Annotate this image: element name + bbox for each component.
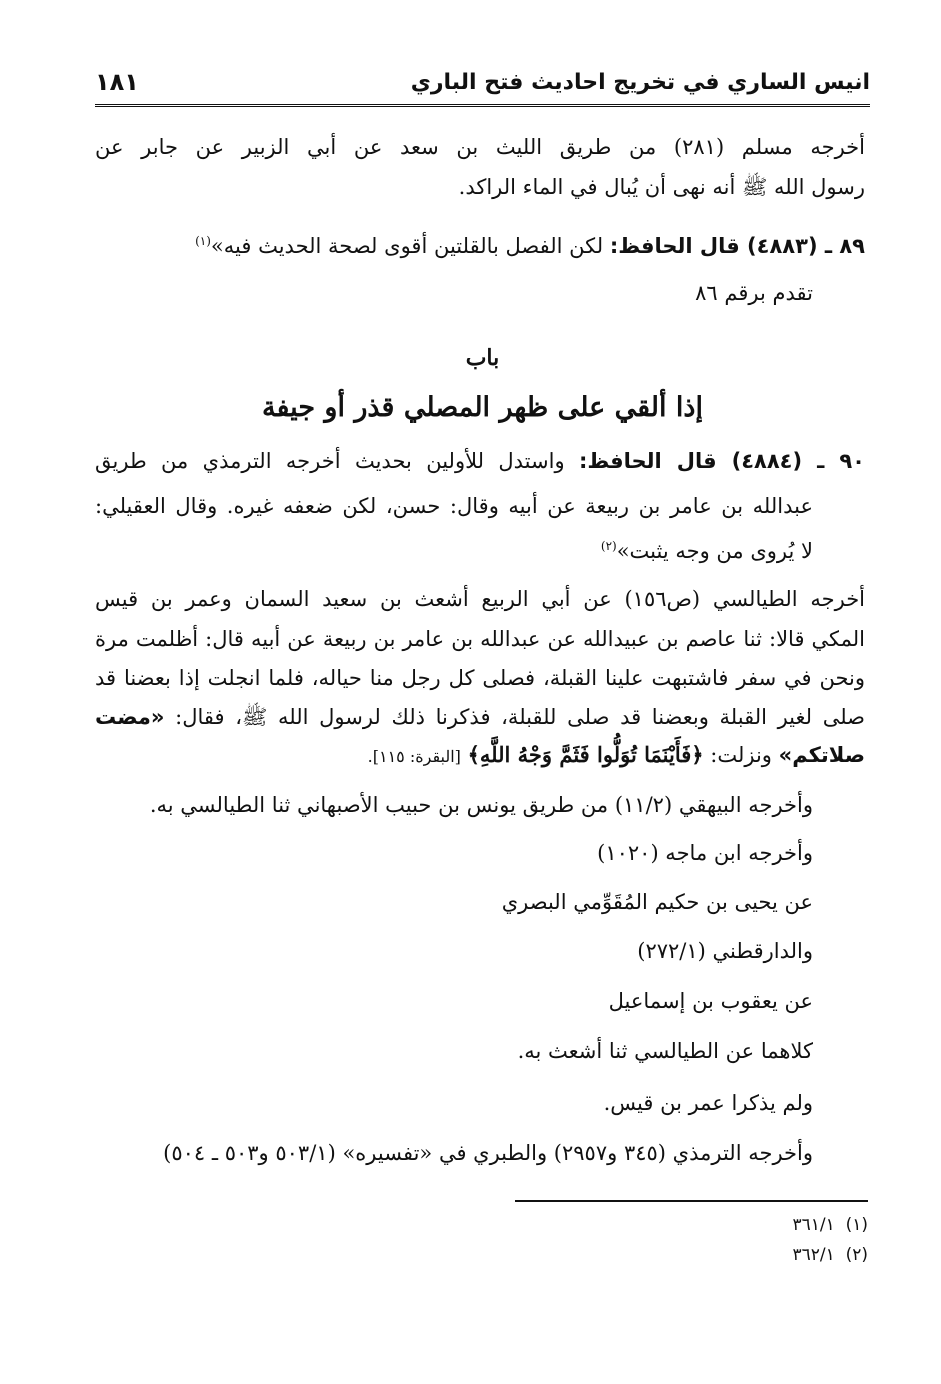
takhrij-line-1: أخرجه الطيالسي (ص١٥٦) عن أبي الربيع أشعث بن سعيد السمان وعمر بن قيس [95, 587, 866, 611]
footnote-1-text: ٣٦١/١ [792, 1215, 835, 1235]
takhrij-umar: ولم يذكرا عمر بن قيس. [603, 1091, 813, 1115]
verse-reference: [البقرة: ١١٥]. [367, 747, 461, 766]
intro-line-1: أخرجه مسلم (٢٨١) من طريق الليث بن سعد عن أبي الزبير عن جابر عن [95, 135, 865, 159]
takhrij-text-4: صلى لغير القبلة وبعضنا قد صلى للقبلة، فذكرنا ذلك لرسول الله ﷺ، فقال: [175, 705, 865, 729]
takhrij-both: كلاهما عن الطيالسي ثنا أشعث به. [517, 1039, 813, 1063]
hadith-90-line-3 [95, 531, 813, 566]
hadith-90-text-3: لا يُروى من وجه يثبت» [616, 539, 813, 563]
takhrij-tirmidhi: وأخرجه الترمذي (٣٤٥ و٢٩٥٧) والطبري في «تفسيره» (٥٠٣/١ و٥٠٣ ـ ٥٠٤) [163, 1141, 813, 1165]
quran-verse: ﴿فَأَيْنَمَا تُوَلُّوا فَثَمَّ وَجْهُ اللَّهِ﴾ [467, 742, 704, 767]
intro-line-2: رسول الله ﷺ أنه نهى أن يُبال في الماء الراكد. [458, 175, 865, 199]
takhrij-line-5 [95, 740, 865, 772]
footnote-ref-2: (٢) [600, 539, 617, 553]
hadith-89-number: ٨٩ ـ (٤٨٨٣) قال الحافظ: [609, 234, 865, 258]
footnote-2 [600, 1244, 868, 1266]
hadith-90-text-1: واستدل للأولين بحديث أخرجه الترمذي من طريق [95, 449, 565, 473]
hadith-89-note: تقدم برقم ٨٦ [695, 281, 813, 305]
hadith-90-line-2: عبدالله بن عامر بن ربيعة عن أبيه وقال: حسن، لكن ضعفه غيره. وقال العقيلي: [95, 494, 813, 518]
takhrij-daraqutni: والدارقطني (٢٧٢/١) [637, 939, 813, 963]
takhrij-yaqub: عن يعقوب بن إسماعيل [608, 989, 813, 1013]
takhrij-yahya: عن يحيى بن حكيم المُقَوِّمي البصري [501, 890, 813, 914]
takhrij-quote-end: صلاتكم» [778, 743, 865, 767]
hadith-89-text: لكن الفصل بالقلتين أقوى لصحة الحديث فيه» [210, 234, 604, 258]
takhrij-line-4 [95, 702, 865, 732]
hadith-90-number: ٩٠ ـ (٤٨٨٤) قال الحافظ: [578, 449, 865, 473]
page-number: ١٨١ [95, 68, 139, 96]
takhrij-ibn-majah: وأخرجه ابن ماجه (١٠٢٠) [597, 841, 813, 865]
takhrij-line-3: ونحن في سفر فاشتبهت علينا القبلة، فصلى كل رجل منا حياله، فلما انجلت إذا بعضنا قد [95, 666, 865, 690]
footnote-2-number: (٢) [845, 1245, 868, 1265]
footnote-1-number: (١) [845, 1215, 868, 1235]
header-rule [95, 104, 870, 107]
takhrij-quote-start: «مضت [95, 705, 165, 729]
footnote-rule [515, 1200, 868, 1202]
takhrij-bayhaqi: وأخرجه البيهقي (١١/٢) من طريق يونس بن حبيب الأصبهاني ثنا الطيالسي به. [149, 793, 813, 817]
hadith-89 [95, 226, 865, 261]
running-header [95, 62, 870, 102]
footnote-2-text: ٣٦٢/١ [792, 1245, 835, 1265]
chapter-title: إذا ألقي على ظهر المصلي قذر أو جيفة [262, 392, 703, 423]
hadith-90-line-1 [95, 446, 865, 476]
book-title: انيس الساري في تخريج احاديث فتح الباري [410, 69, 870, 95]
footnote-1 [600, 1214, 868, 1236]
chapter-word: باب [465, 345, 500, 371]
footnote-ref-1: (١) [195, 234, 211, 248]
takhrij-text-5: ونزلت: [710, 743, 772, 767]
takhrij-line-2: المكي قالا: ثنا عاصم بن عبيدالله عن عبدالله بن عامر بن ربيعة عن أبيه قال: أظلمت مرة [95, 627, 865, 651]
